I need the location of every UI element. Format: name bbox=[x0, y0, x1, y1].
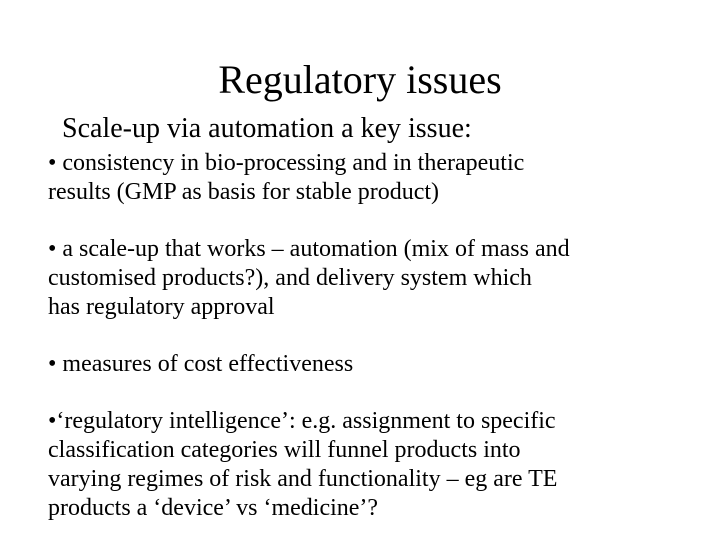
bullet-line: classification categories will funnel products into bbox=[48, 437, 521, 463]
slide-subtitle: Scale-up via automation a key issue: bbox=[62, 113, 472, 144]
bullet-line: varying regimes of risk and functionality – eg are TE bbox=[48, 466, 558, 492]
bullet-line: • a scale-up that works – automation (mix of mass and bbox=[48, 236, 570, 262]
bullet-item bbox=[48, 350, 688, 379]
bullet-item bbox=[48, 235, 688, 322]
bullet-item bbox=[48, 149, 688, 207]
bullet-line: •‘regulatory intelligence’: e.g. assignment to specific bbox=[48, 408, 556, 434]
bullet-line: customised products?), and delivery system which bbox=[48, 265, 532, 291]
bullet-line: • consistency in bio-processing and in therapeutic bbox=[48, 150, 525, 176]
bullet-item bbox=[48, 407, 688, 523]
bullet-line: • measures of cost effectiveness bbox=[48, 351, 354, 377]
bullet-line: results (GMP as basis for stable product) bbox=[48, 179, 440, 205]
bullet-line: products a ‘device’ vs ‘medicine’? bbox=[48, 495, 379, 521]
bullet-line: has regulatory approval bbox=[48, 294, 275, 320]
bullet-list bbox=[48, 149, 688, 523]
slide-title: Regulatory issues bbox=[218, 57, 502, 102]
